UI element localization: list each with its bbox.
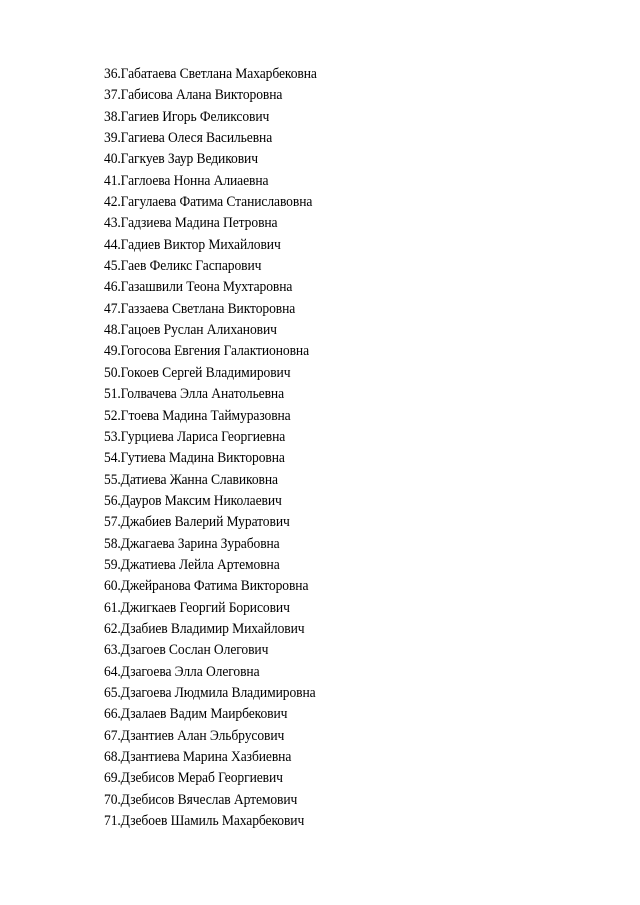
list-item: 45.Гаев Феликс Гаспарович	[104, 258, 262, 275]
list-item: 65.Дзагоева Людмила Владимировна	[104, 684, 316, 701]
list-item: 60.Джейранова Фатима Викторовна	[104, 578, 309, 595]
list-item: 70.Дзебисов Вячеслав Артемович	[104, 791, 298, 808]
list-item: 71.Дзебоев Шамиль Махарбекович	[104, 813, 305, 830]
list-item: 50.Гокоев Сергей Владимирович	[104, 364, 291, 381]
list-item: 67.Дзантиев Алан Эльбрусович	[104, 727, 285, 744]
list-item: 55.Датиева Жанна Славиковна	[104, 471, 278, 488]
list-item: 37.Габисова Алана Викторовна	[104, 87, 283, 104]
list-item: 66.Дзалаев Вадим Маирбекович	[104, 706, 288, 723]
list-item: 68.Дзантиева Марина Хазбиевна	[104, 749, 292, 765]
list-item: 59.Джатиева Лейла Артемовна	[104, 556, 280, 573]
list-item: 62.Дзабиев Владимир Михайлович	[104, 620, 305, 637]
list-item: 42.Гагулаева Фатима Станиславовна	[104, 194, 313, 211]
list-item: 57.Джабиев Валерий Муратович	[104, 514, 290, 531]
list-item: 58.Джагаева Зарина Зурабовна	[104, 535, 280, 552]
list-item: 40.Гагкуев Заур Ведикович	[104, 151, 258, 168]
list-item: 61.Джигкаев Георгий Борисович	[104, 599, 290, 616]
list-item: 46.Газашвили Теона Мухтаровна	[104, 279, 293, 296]
list-item: 47.Газзаева Светлана Викторовна	[104, 300, 296, 317]
list-item: 48.Гацоев Руслан Алиханович	[104, 322, 277, 339]
list-item: 44.Гадиев Виктор Михайлович	[104, 236, 281, 253]
list-item: 63.Дзагоев Сослан Олегович	[104, 642, 269, 659]
list-item: 36.Габатаева Светлана Махарбековна	[104, 66, 317, 82]
list-item: 53.Гурциева Лариса Георгиевна	[104, 428, 286, 445]
list-item: 41.Гаглоева Нонна Алиаевна	[104, 172, 269, 189]
list-item: 49.Гогосова Евгения Галактионовна	[104, 343, 310, 360]
list-item: 43.Гадзиева Мадина Петровна	[104, 215, 278, 232]
list-item: 54.Гутиева Мадина Викторовна	[104, 450, 285, 467]
list-item: 52.Гтоева Мадина Таймуразовна	[104, 407, 291, 424]
list-item: 64.Дзагоева Элла Олеговна	[104, 663, 260, 680]
list-item: 38.Гагиев Игорь Феликсович	[104, 108, 270, 125]
list-item: 56.Дауров Максим Николаевич	[104, 492, 282, 509]
list-item: 39.Гагиева Олеся Васильевна	[104, 130, 273, 147]
list-item: 51.Голвачева Элла Анатольевна	[104, 386, 285, 403]
name-list	[104, 64, 333, 832]
list-item: 69.Дзебисов Мераб Георгиевич	[104, 770, 283, 787]
